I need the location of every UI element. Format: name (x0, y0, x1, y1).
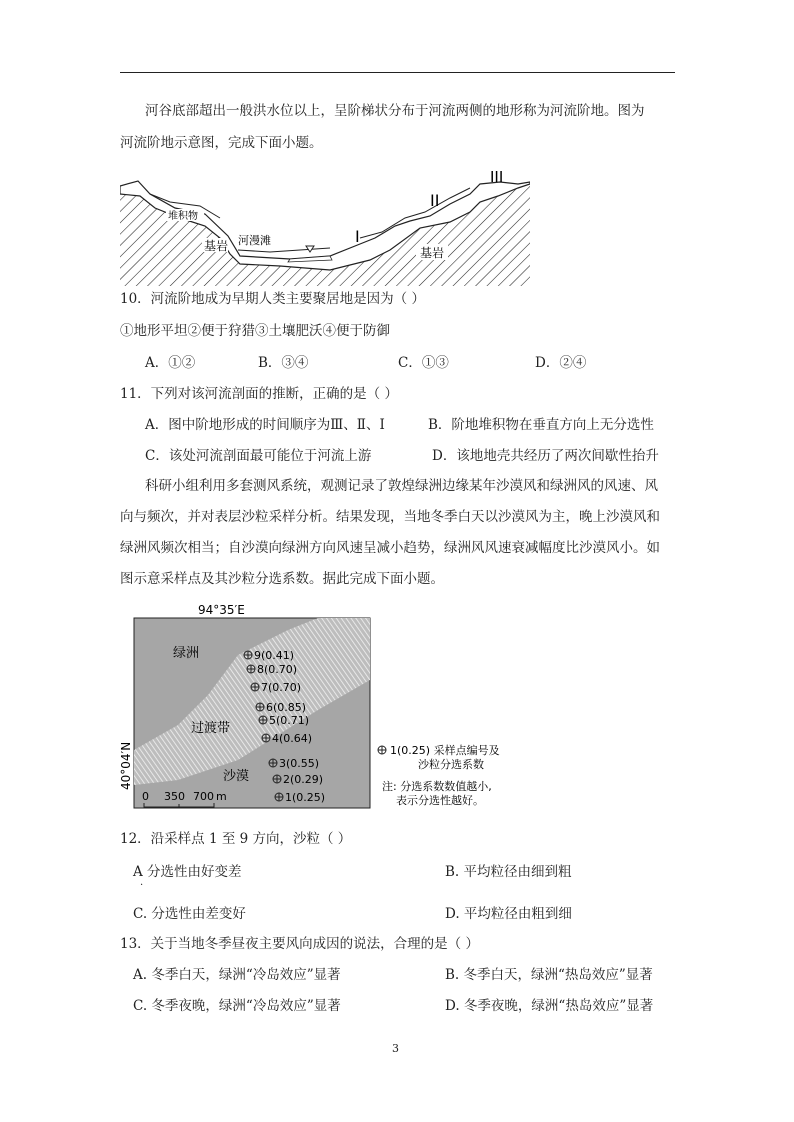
q13-option-d[interactable]: D. 冬季夜晚，绿洲“热岛效应”显著 (445, 998, 654, 1014)
label-bedrock-left: 基岩 (204, 239, 229, 253)
label-terrace-1: I (355, 227, 360, 246)
note-line2: 表示分选性越好。 (396, 794, 484, 807)
q12-option-b[interactable]: B. 平均粒径由细到粗 (445, 864, 572, 880)
label-bedrock-right: 基岩 (420, 246, 445, 260)
scale-unit: m (216, 790, 227, 803)
intro1-line2: 河流阶地示意图，完成下面小题。 (120, 135, 323, 151)
sample-point-label: 7(0.70) (261, 681, 302, 694)
intro2-line1: 科研小组利用多套测风系统，观测记录了敦煌绿洲边缘某年沙漠风和绿洲风的风速、风 (145, 478, 658, 494)
note-line1: 注: 分选系数数值越小, (382, 780, 492, 793)
q13-stem: 13．关于当地冬季昼夜主要风向成因的说法，合理的是（ ） (120, 936, 479, 952)
q11-option-b[interactable]: B．阶地堆积物在垂直方向上无分选性 (428, 417, 654, 433)
q10-option-c[interactable]: C．①③ (398, 355, 449, 371)
q12-stray-mark: . (140, 877, 144, 888)
q12-option-c[interactable]: C. 分选性由差变好 (133, 906, 246, 922)
q12-option-d[interactable]: D. 平均粒径由粗到细 (445, 906, 572, 922)
q10-option-b[interactable]: B．③④ (258, 355, 309, 371)
sample-point-label: 9(0.41) (254, 649, 295, 662)
sample-point-label: 2(0.29) (283, 773, 324, 786)
intro2-line3: 绿洲风频次相当；自沙漠向绿洲方向风速呈减小趋势，绿洲风风速衰减幅度比沙漠风小。如 (120, 540, 660, 556)
river-terrace-diagram (120, 166, 530, 286)
label-terrace-3: III (490, 168, 504, 186)
intro2-line4: 图示意采样点及其沙粒分选系数。据此完成下面小题。 (120, 571, 444, 587)
zone-transition: 过渡带 (191, 721, 231, 736)
q11-option-a[interactable]: A．图中阶地形成的时间顺序为Ⅲ、Ⅱ、Ⅰ (145, 417, 385, 433)
page-number: 3 (392, 1042, 399, 1055)
floodplain-line (238, 248, 330, 252)
q12-option-a[interactable]: A 分选性由好变差 (133, 864, 242, 880)
label-terrace-2: II (430, 191, 440, 210)
q11-option-d[interactable]: D．该地地壳共经历了两次间歇性抬升 (432, 448, 659, 464)
q12-stem: 12．沿采样点 1 至 9 方向，沙粒（ ） (120, 831, 352, 847)
q13-option-a[interactable]: A. 冬季白天，绿洲“冷岛效应”显著 (133, 967, 341, 983)
scale-zero: 0 (142, 790, 149, 803)
zone-oasis: 绿洲 (173, 646, 200, 661)
sample-point-label: 4(0.64) (272, 732, 313, 745)
lon-label: 94°35′E (198, 603, 245, 617)
q10-items: ①地形平坦②便于狩猎③土壤肥沃④便于防御 (120, 323, 390, 339)
sample-point-label: 3(0.55) (279, 757, 320, 770)
q13-option-c[interactable]: C. 冬季夜晚，绿洲“冷岛效应”显著 (133, 998, 341, 1014)
q11-option-c[interactable]: C．该处河流剖面最可能位于河流上游 (145, 448, 372, 464)
sampling-map (118, 600, 518, 815)
q11-stem: 11．下列对该河流剖面的推断，正确的是（ ） (120, 386, 398, 402)
sample-point-label: 5(0.71) (269, 714, 310, 727)
scale-end: 700 (193, 790, 214, 803)
q10-option-a[interactable]: A．①② (145, 355, 196, 371)
q13-option-b[interactable]: B. 冬季白天，绿洲“热岛效应”显著 (445, 967, 653, 983)
intro2-line2: 向与频次，并对表层沙粒采样分析。结果发现，当地冬季白天以沙漠风为主，晚上沙漠风和 (120, 509, 660, 525)
legend-symbol-icon (378, 746, 386, 754)
sample-point-label: 8(0.70) (257, 663, 298, 676)
q10-option-d[interactable]: D．②④ (535, 355, 587, 371)
legend-line2: 沙粒分选系数 (418, 758, 484, 771)
header-rule (120, 72, 675, 73)
intro1-line1: 河谷底部超出一般洪水位以上，呈阶梯状分布于河流两侧的地形称为河流阶地。图为 (145, 103, 645, 119)
label-sediment: 堆积物 (168, 211, 198, 222)
legend-line1: 1(0.25) 采样点编号及 (390, 744, 500, 757)
zone-desert: 沙漠 (223, 769, 250, 784)
sample-point-label: 6(0.85) (266, 701, 307, 714)
lat-label: 40°04′N (119, 741, 133, 790)
q10-stem: 10．河流阶地成为早期人类主要聚居地是因为（ ） (120, 291, 425, 307)
scale-mid: 350 (164, 790, 185, 803)
sample-point-label: 1(0.25) (285, 791, 326, 804)
label-floodplain: 河漫滩 (238, 234, 271, 247)
